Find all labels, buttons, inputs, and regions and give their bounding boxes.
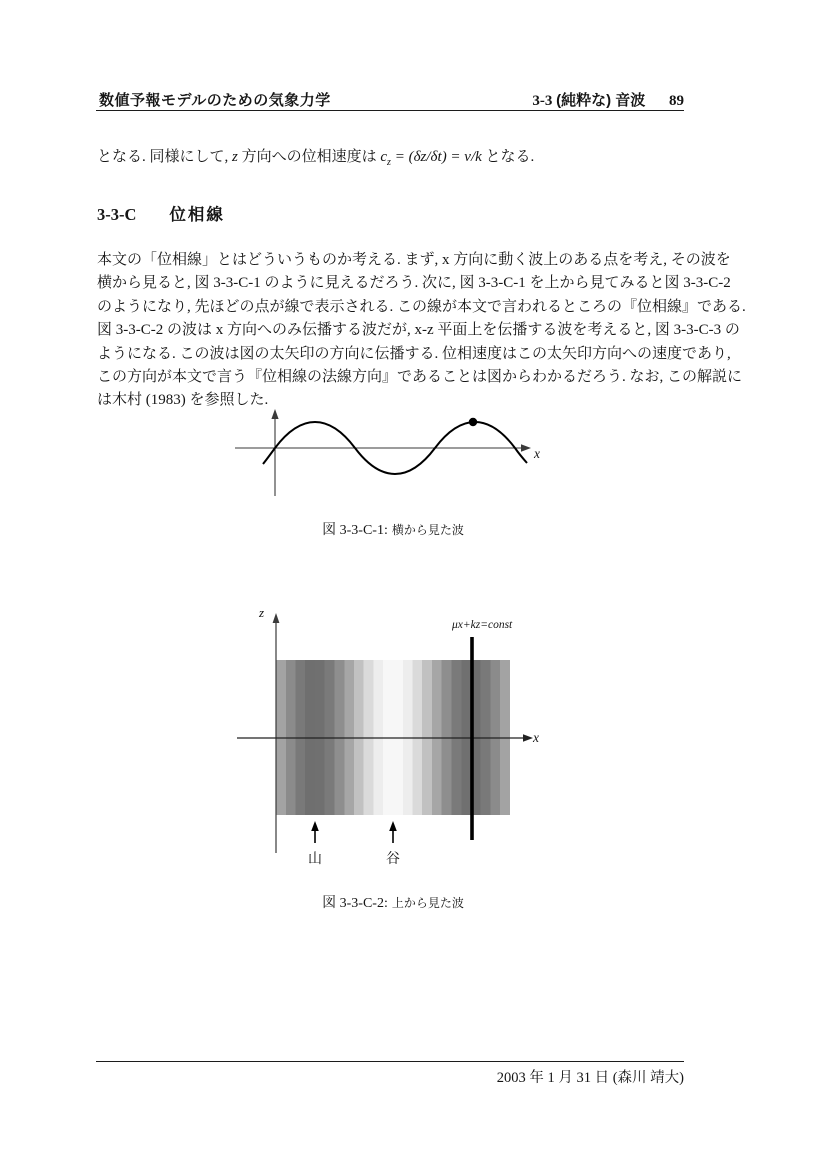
footer-date-author: 2003 年 1 月 31 日 (森川 靖大) bbox=[496, 1070, 684, 1086]
paragraph-line: ようになる. この波は図の太矢印の方向に伝播する. 位相速度はこの太矢印方向への速度であり, bbox=[97, 345, 731, 362]
math-expression: = (δz/δt) = ν/k bbox=[390, 149, 482, 165]
header-section-page bbox=[400, 89, 684, 110]
figure-side-view-wave bbox=[228, 407, 548, 502]
figure2-caption-text: 上から見た波 bbox=[391, 896, 464, 910]
paragraph-line: この方向が本文で言う『位相線の法線方向』であることは図からわかるだろう. なお, この解説に bbox=[97, 368, 743, 385]
body-paragraph bbox=[97, 249, 746, 413]
figure2-caption-label: 図 3-3-C-2: bbox=[322, 896, 388, 911]
section-title: 位相線 bbox=[169, 206, 225, 224]
section-heading bbox=[97, 201, 225, 225]
x-axis-label: x bbox=[534, 446, 540, 461]
paragraph-line: のようになり, 先ほどの点が線で表示される. この線が本文で言われるところの『位相線』である. bbox=[97, 298, 746, 315]
paragraph-line: は木村 (1983) を参照した. bbox=[97, 392, 269, 409]
header-rule bbox=[96, 110, 684, 111]
page-number: 89 bbox=[669, 93, 684, 109]
figure1-caption bbox=[96, 519, 690, 539]
intro-text-3: となる. bbox=[481, 149, 535, 165]
crest-label: 山 bbox=[308, 850, 322, 866]
paragraph-line: 横から見ると, 図 3-3-C-1 のように見えるだろう. 次に, 図 3-3-C-1 を上から見てみると図 3-3-C-2 bbox=[97, 275, 731, 292]
math-var-c: c bbox=[380, 149, 388, 165]
header-section-title: (純粋な) 音波 bbox=[556, 92, 646, 109]
y-axis-arrow-icon bbox=[271, 409, 278, 419]
x-axis-arrow-icon bbox=[523, 734, 533, 741]
header-book-title: 数値予報モデルのための気象力学 bbox=[99, 92, 331, 109]
phase-line-equation-label: μx+kz=const bbox=[452, 619, 513, 631]
intro-text-1: となる. 同様にして, bbox=[97, 149, 233, 165]
x-axis-arrow-icon bbox=[521, 444, 531, 451]
z-axis-arrow-icon bbox=[273, 613, 280, 623]
crest-arrow-icon bbox=[311, 821, 319, 831]
trough-label: 谷 bbox=[386, 850, 400, 866]
figure2-axes-overlay bbox=[230, 610, 550, 875]
footer-rule bbox=[96, 1061, 684, 1062]
figure-top-view-wave bbox=[230, 605, 550, 875]
paragraph-line: 本文の「位相線」とはどういうものか考える. まず, x 方向に動く波上のある点を考え, その波を bbox=[97, 252, 731, 268]
math-sub-z: z bbox=[387, 157, 391, 168]
intro-sentence bbox=[97, 145, 697, 168]
section-number: 3-3-C bbox=[97, 205, 137, 224]
trough-arrow-icon bbox=[389, 821, 397, 831]
intro-text-2: 方向への位相速度は bbox=[237, 149, 381, 165]
paragraph-line: 図 3-3-C-2 の波は x 方向へのみ伝播する波だが, x-z 平面上を伝播する波を考えると, 図 3-3-C-3 の bbox=[97, 322, 740, 339]
wave-point-marker bbox=[469, 418, 477, 426]
figure2-caption bbox=[96, 892, 690, 912]
figure1-caption-text: 横から見た波 bbox=[391, 523, 464, 537]
x-axis-label: x bbox=[533, 730, 539, 745]
z-axis-label: z bbox=[259, 605, 265, 620]
figure1-caption-label: 図 3-3-C-1: bbox=[322, 523, 388, 538]
math-var-z: z bbox=[232, 149, 238, 165]
header-section-number: 3-3 bbox=[532, 93, 553, 109]
